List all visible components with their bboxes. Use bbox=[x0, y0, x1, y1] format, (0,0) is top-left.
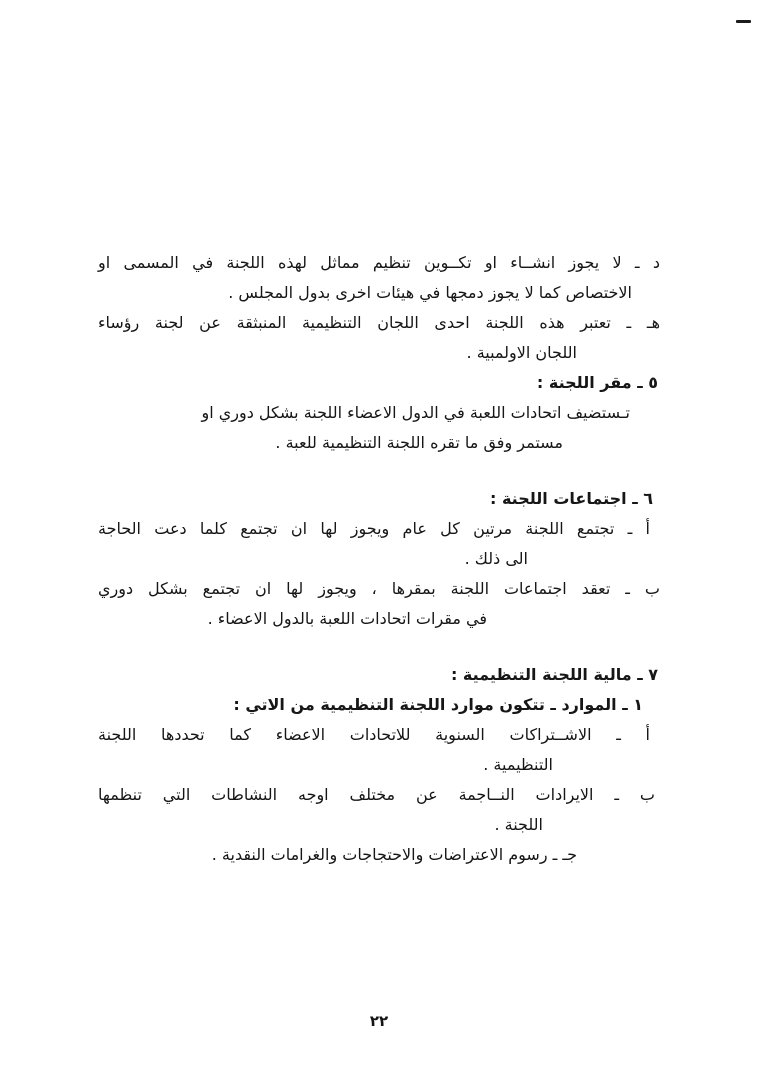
page-number: ٢٢ bbox=[369, 1012, 389, 1030]
section-5-heading: ٥ ـ مقر اللجنة : bbox=[536, 373, 658, 392]
resources-clause-b-cont: اللجنة . bbox=[494, 815, 543, 834]
resources-clause-b: ب ـ الايرادات النــاجمة عن مختلف اوجه النشاطات التي تنظمها bbox=[98, 785, 655, 804]
section-6-clause-b-cont: في مقرات اتحادات اللعبة بالدول الاعضاء . bbox=[207, 609, 487, 628]
resources-clause-a-cont: التنظيمية . bbox=[483, 755, 553, 774]
section-6-heading: ٦ ـ اجتماعات اللجنة : bbox=[490, 489, 653, 508]
resources-clause-a: أ ـ الاشــتراكات السنوية للاتحادات الاعضاء كما تحددها اللجنة bbox=[98, 725, 650, 744]
text-line-h-clause-cont: اللجان الاولمبية . bbox=[466, 343, 577, 362]
text-line-d-clause: د ـ لا يجوز انشــاء او تكــوين تنظيم مماثل لهذه اللجنة في المسمى او bbox=[98, 253, 660, 272]
section-6-clause-b: ب ـ تعقد اجتماعات اللجنة بمقرها ، ويجوز لها ان تجتمع بشكل دوري bbox=[98, 579, 660, 598]
resources-clause-j: جـ ـ رسوم الاعتراضات والاحتجاجات والغرامات النقدية . bbox=[211, 845, 577, 864]
text-line-d-clause-cont: الاختصاص كما لا يجوز دمجها في هيئات اخرى بدول المجلس . bbox=[228, 283, 632, 302]
section-6-clause-a: أ ـ تجتمع اللجنة مرتين كل عام ويجوز لها ان تجتمع كلما دعت الحاجة bbox=[98, 519, 650, 538]
section-6-clause-a-cont: الى ذلك . bbox=[464, 549, 528, 568]
document-body bbox=[98, 248, 660, 870]
section-7-heading: ٧ ـ مالية اللجنة التنظيمية : bbox=[450, 665, 658, 684]
subsection-1-resources-heading: ١ ـ الموارد ـ تتكون موارد اللجنة التنظيمية من الاتي : bbox=[233, 695, 643, 714]
corner-dash-mark bbox=[736, 20, 751, 23]
section-5-body: تـستضيف اتحادات اللعبة في الدول الاعضاء اللجنة بشكل دوري او bbox=[201, 403, 630, 422]
section-5-body-cont: مستمر وفق ما تقره اللجنة التنظيمية للعبة . bbox=[275, 433, 563, 452]
text-line-h-clause: هـ ـ تعتبر هذه اللجنة احدى اللجان التنظيمية المنبثقة عن لجنة رؤساء bbox=[98, 313, 660, 332]
